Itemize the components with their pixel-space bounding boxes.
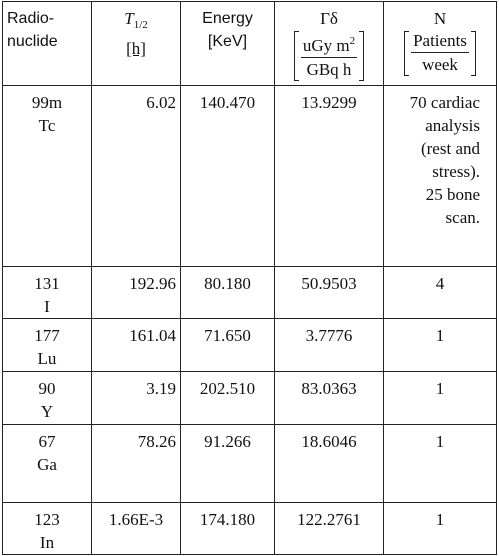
- gamma-delta-cell: 13.9299: [275, 86, 384, 267]
- energy-cell: 91.266: [181, 425, 275, 503]
- gamma-delta-cell: 50.9503: [275, 267, 384, 319]
- nuclide-cell: 123 In: [3, 503, 92, 555]
- table-row: [3, 86, 497, 267]
- energy-cell: 140.470: [181, 86, 275, 267]
- patients-cell: 1: [384, 372, 497, 425]
- patients-cell: 70 cardiac analysis (rest and stress). 25 bone scan.: [384, 86, 497, 267]
- energy-cell: 174.180: [181, 503, 275, 555]
- header-half-life: [92, 2, 181, 86]
- half-life-cell: 78.26: [92, 425, 181, 503]
- header-radionuclide: Radio- nuclide: [3, 2, 92, 86]
- half-life-cell: 6.02: [92, 86, 181, 267]
- energy-cell: 71.650: [181, 319, 275, 372]
- energy-cell: 80.180: [181, 267, 275, 319]
- header-energy: Energy [KeV]: [181, 2, 275, 86]
- table-row: [3, 319, 497, 372]
- table-row: [3, 503, 497, 555]
- table-row: [3, 425, 497, 503]
- table-row: [3, 372, 497, 425]
- header-gamma-delta: [275, 2, 384, 86]
- patients-cell: 1: [384, 425, 497, 503]
- half-life-cell: 3.19: [92, 372, 181, 425]
- patients-symbol: N: [433, 9, 447, 28]
- gamma-delta-unit: $\frac{uGy m^2}{\text{GBq h}}$: [293, 30, 365, 82]
- half-life-symbol: T: [124, 9, 134, 28]
- table-row: [3, 267, 497, 319]
- half-life-cell: 192.96: [92, 267, 181, 319]
- radionuclide-table: [2, 1, 497, 555]
- patients-unit: $\frac{\text{Patients}}{\text{week}}$: [403, 30, 477, 77]
- nuclide-cell: 131 I: [3, 267, 92, 319]
- half-life-subscript: 1/2: [133, 19, 148, 31]
- half-life-cell: 1.66E-3: [92, 503, 181, 555]
- nuclide-cell: 67 Ga: [3, 425, 92, 503]
- half-life-unit: [h]: [126, 39, 146, 58]
- half-life-cell: 161.04: [92, 319, 181, 372]
- header-patients: [384, 2, 497, 86]
- gamma-delta-symbol: Γδ: [320, 9, 338, 28]
- nuclide-cell: 99m Tc: [3, 86, 92, 267]
- patients-cell: 1: [384, 503, 497, 555]
- nuclide-cell: 90 Y: [3, 372, 92, 425]
- patients-cell: 1: [384, 319, 497, 372]
- gamma-delta-cell: 3.7776: [275, 319, 384, 372]
- nuclide-cell: 177 Lu: [3, 319, 92, 372]
- gamma-delta-cell: 122.2761: [275, 503, 384, 555]
- gamma-delta-cell: 83.0363: [275, 372, 384, 425]
- patients-cell: 4: [384, 267, 497, 319]
- header-row: [3, 2, 497, 86]
- energy-cell: 202.510: [181, 372, 275, 425]
- gamma-delta-cell: 18.6046: [275, 425, 384, 503]
